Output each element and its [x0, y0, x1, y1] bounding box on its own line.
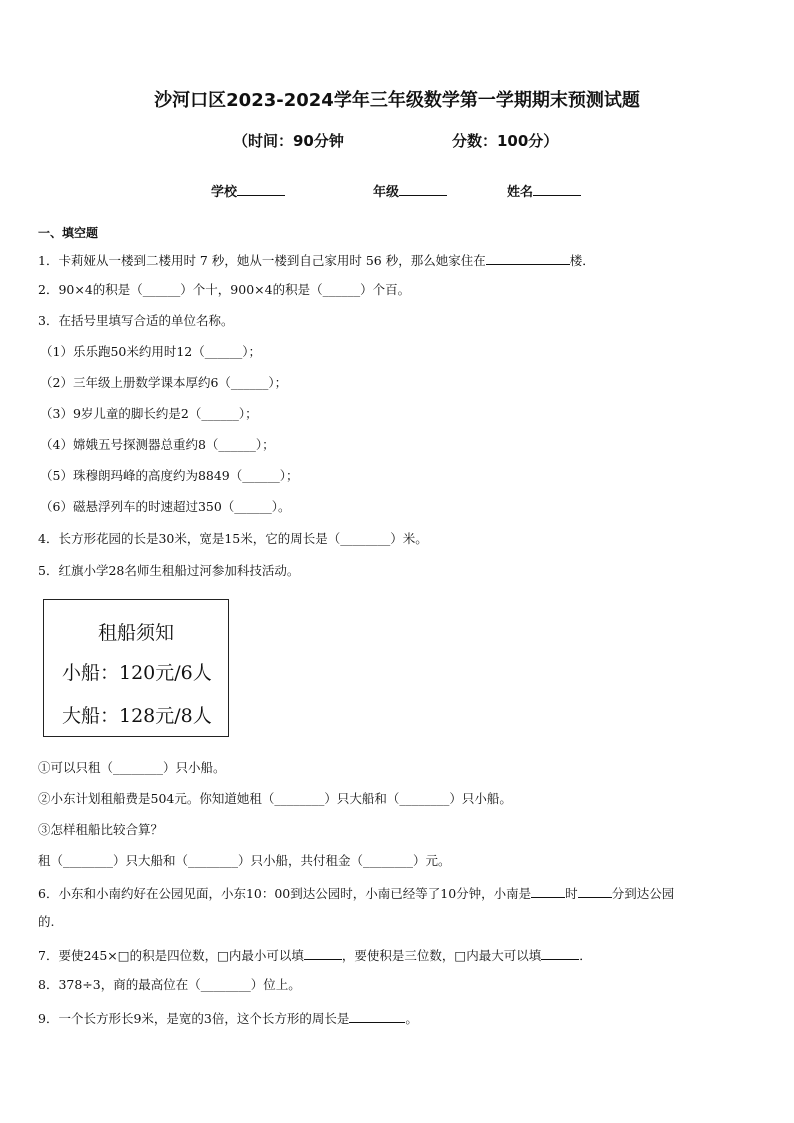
question-6-continuation: 的.: [38, 914, 55, 929]
question-5: 5．红旗小学28名师生租船过河参加科技活动。: [38, 563, 300, 578]
question-9: [38, 1009, 418, 1027]
question-4: 4．长方形花园的长是30米，宽是15米，它的周长是（________）米。: [38, 531, 428, 546]
school-field: [211, 181, 285, 200]
name-blank[interactable]: [533, 182, 581, 196]
question-5-part-2: ②小东计划租船费是504元。你知道她租（________）只大船和（________）只小船。: [38, 791, 512, 806]
question-7-min-blank[interactable]: [304, 946, 342, 960]
question-1: [38, 251, 595, 269]
question-9-text: 9．一个长方形长9米，是宽的3倍，这个长方形的周长是: [38, 1011, 350, 1026]
question-3-item: （5）珠穆朗玛峰的高度约为8849（______）；: [40, 468, 299, 483]
school-label: 学校: [211, 185, 238, 200]
name-field: [507, 181, 581, 200]
question-5-part-1: ①可以只租（________）只小船。: [38, 760, 226, 775]
grade-field: [373, 181, 447, 200]
question-6-hour-unit: 时: [565, 886, 578, 901]
school-blank[interactable]: [237, 182, 285, 196]
question-6-minute-unit: 分到达公园: [611, 886, 675, 901]
question-3: 3．在括号里填写合适的单位名称。: [38, 313, 234, 328]
question-9-end: 。: [405, 1011, 418, 1026]
question-1-blank[interactable]: [486, 251, 570, 265]
question-3-item: （3）9岁儿童的脚长约是2（______）；: [40, 406, 258, 421]
question-3-item: （4）嫦娥五号探测器总重约8（______）；: [40, 437, 275, 452]
question-3-item: （2）三年级上册数学课本厚约6（______）；: [40, 375, 288, 390]
question-3-item: （1）乐乐跑50米约用时12（______）；: [40, 344, 262, 359]
question-1-tail: 楼．: [569, 253, 595, 268]
question-6: [38, 884, 674, 902]
exam-time: （时间：90分钟: [233, 132, 344, 150]
section-heading: 一、填空题: [38, 226, 99, 240]
grade-label: 年级: [373, 185, 400, 200]
question-7: [38, 946, 592, 964]
page-title: 沙河口区2023-2024学年三年级数学第一学期期末预测试题: [154, 90, 640, 111]
question-6-minute-blank[interactable]: [578, 884, 612, 898]
question-7-middle: ，要使积是三位数，□内最大可以填: [341, 948, 542, 963]
question-1-text: 1．卡莉娅从一楼到二楼用时 7 秒，她从一楼到自己家用时 56 秒，那么她家住在: [38, 253, 486, 268]
name-label: 姓名: [507, 185, 534, 200]
boat-rental-notice: [43, 599, 229, 737]
question-3-item: （6）磁悬浮列车的时速超过350（______）。: [40, 499, 291, 514]
notice-title: 租船须知: [97, 622, 174, 644]
question-2: 2．90×4的积是（______）个十，900×4的积是（______）个百。: [38, 282, 411, 297]
question-5-part-3-answer: 租（________）只大船和（________）只小船，共付租金（________）元。: [38, 853, 451, 868]
question-5-part-3: ③怎样租船比较合算？: [38, 822, 164, 837]
question-7-max-blank[interactable]: [541, 946, 579, 960]
question-7-text: 7．要使245×□的积是四位数，□内最小可以填: [38, 948, 304, 963]
question-6-text: 6．小东和小南约好在公园见面，小东10：00到达公园时，小南已经等了10分钟，小南是: [38, 886, 532, 901]
exam-score: 分数：100分）: [452, 132, 559, 150]
question-8: 8．378÷3，商的最高位在（________）位上。: [38, 977, 301, 992]
big-boat-price: 大船：128元/8人: [62, 705, 212, 727]
grade-blank[interactable]: [399, 182, 447, 196]
question-6-hour-blank[interactable]: [531, 884, 565, 898]
question-7-end: ．: [579, 948, 592, 963]
small-boat-price: 小船：120元/6人: [62, 662, 212, 684]
question-9-blank[interactable]: [349, 1009, 405, 1023]
